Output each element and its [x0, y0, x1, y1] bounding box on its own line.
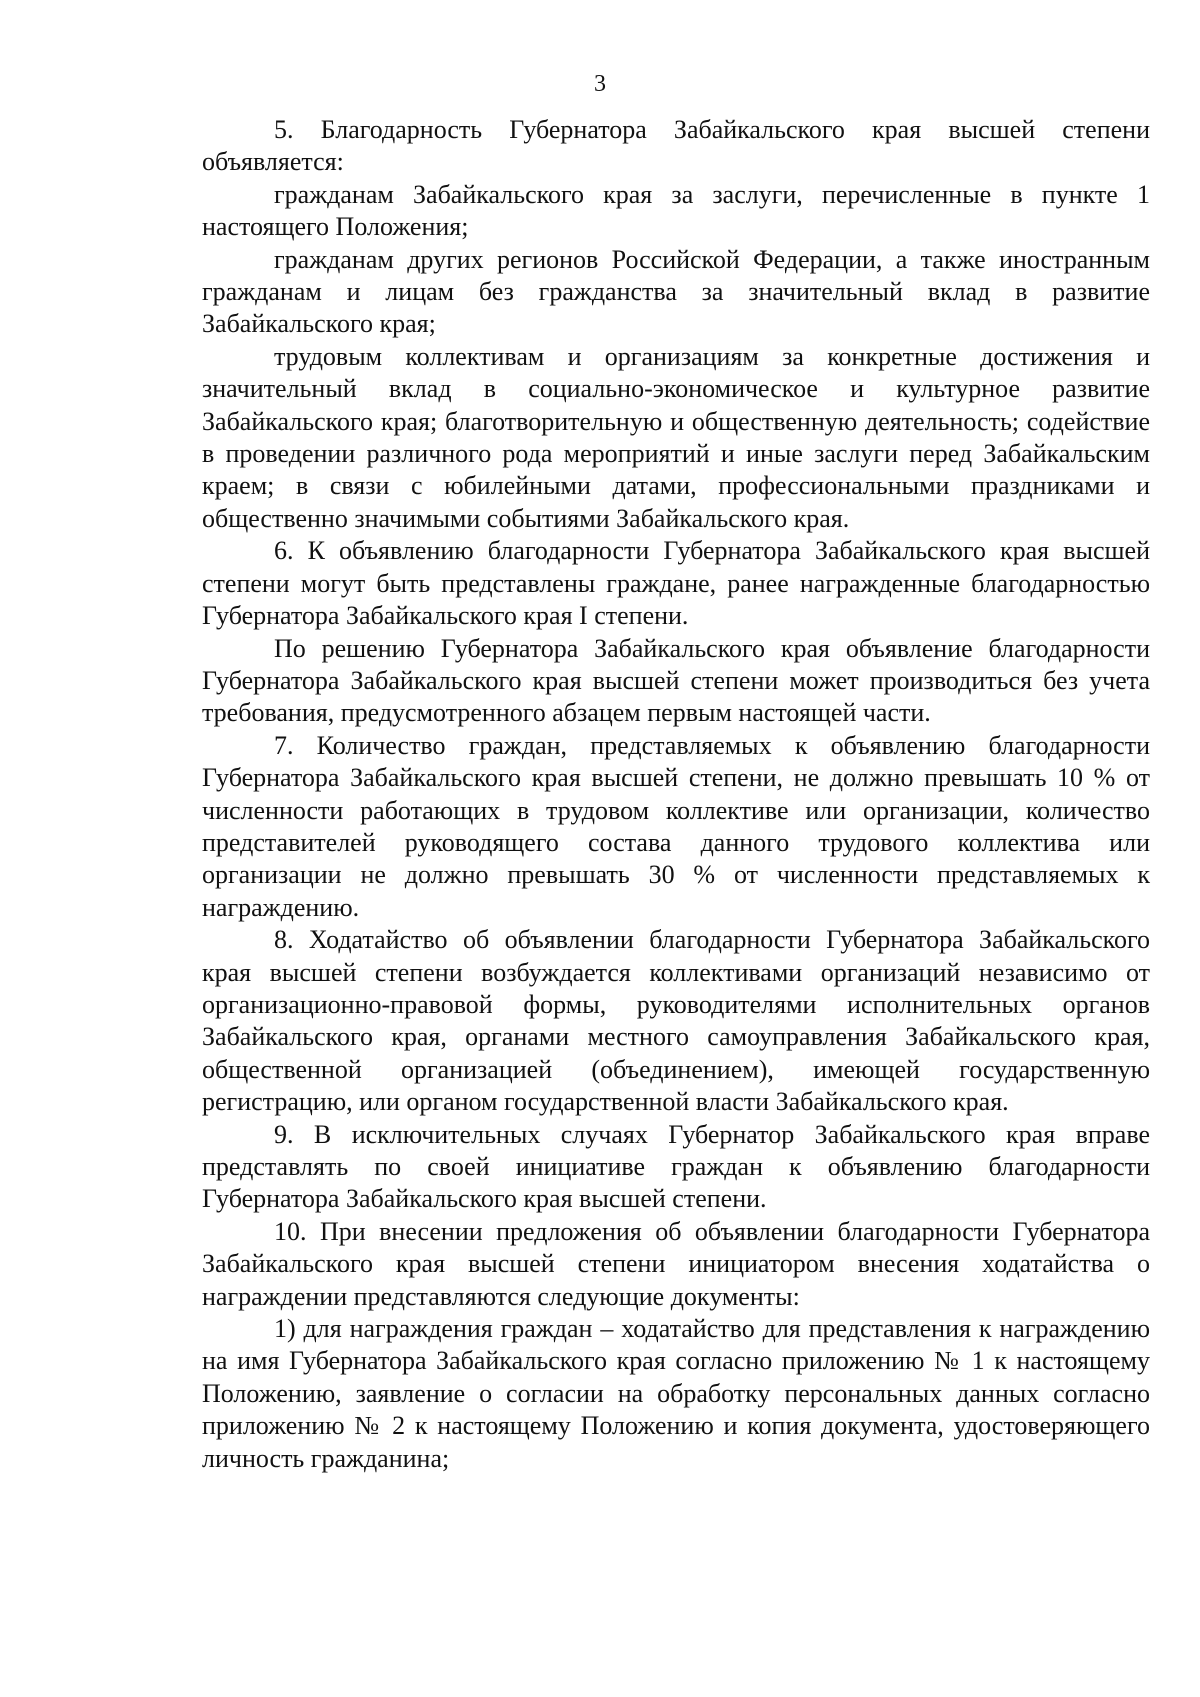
- paragraph-6-governor-decision: По решению Губернатора Забайкальского края объявление благодарности Губернатора Забайкальского края высшей степени может производиться без учета требования, предусмотренного абзацем первым настоящей части.: [202, 633, 1150, 728]
- paragraph-5-citizens-other: гражданам других регионов Российской Федерации, а также иностранным гражданам и лицам без гражданства за значительный вклад в развитие Забайкальского края;: [202, 244, 1150, 339]
- paragraph-6: 6. К объявлению благодарности Губернатора Забайкальского края высшей степени могут быть представлены граждане, ранее награжденные благодарностью Губернатора Забайкальского края I степени.: [202, 536, 1150, 631]
- paragraph-5-citizens-region: гражданам Забайкальского края за заслуги, перечисленные в пункте 1 настоящего Положения;: [202, 179, 1150, 242]
- page-number: 3: [594, 71, 606, 97]
- paragraph-9: 9. В исключительных случаях Губернатор Забайкальского края вправе представлять по своей инициативе граждан к объявлению благодарности Губернатора Забайкальского края высшей степени.: [202, 1119, 1150, 1214]
- document-body: [202, 114, 1150, 1475]
- paragraph-5: 5. Благодарность Губернатора Забайкальского края высшей степени объявляется:: [202, 115, 1150, 177]
- paragraph-10-item-1: 1) для награждения граждан – ходатайство для представления к награждению на имя Губернатора Забайкальского края согласно приложению № 1 к настоящему Положению, заявление о согласии на обработку персональных данных согласно приложению № 2 к настоящему Положению и копия документа, удостоверяющего личность гражданина;: [202, 1314, 1150, 1473]
- paragraph-7: 7. Количество граждан, представляемых к объявлению благодарности Губернатора Забайкальского края высшей степени, не должно превышать 10 % от численности работающих в трудовом коллективе или организации, количество представителей руководящего состава данного трудового коллектива или организации не должно превышать 30 % от численности представляемых к награждению.: [202, 730, 1150, 922]
- paragraph-5-collectives: трудовым коллективам и организациям за конкретные достижения и значительный вклад в социально-экономическое и культурное развитие Забайкальского края; благотворительную и общественную деятельность; содействие в проведении различного рода мероприятий и иные заслуги перед Забайкальским краем; в связи с юбилейными датами, профессиональными праздниками и общественно значимыми событиями Забайкальского края.: [202, 341, 1150, 533]
- paragraph-8: 8. Ходатайство об объявлении благодарности Губернатора Забайкальского края высшей степени возбуждается коллективами организаций независимо от организационно-правовой формы, руководителями исполнительных органов Забайкальского края, органами местного самоуправления Забайкальского края, общественной организацией (объединением), имеющей государственную регистрацию, или органом государственной власти Забайкальского края.: [202, 925, 1150, 1117]
- paragraph-10: 10. При внесении предложения об объявлении благодарности Губернатора Забайкальского края высшей степени инициатором внесения ходатайства о награждении представляются следующие документы:: [202, 1216, 1150, 1311]
